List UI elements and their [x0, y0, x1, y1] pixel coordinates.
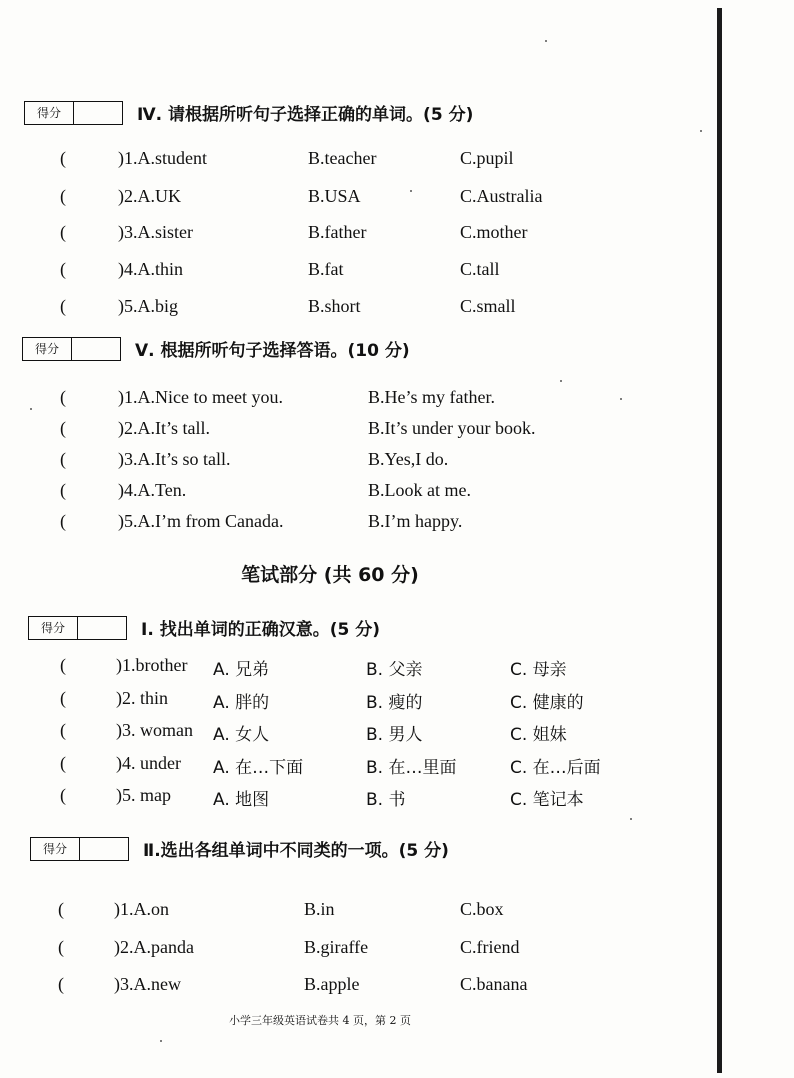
score-box: [22, 337, 121, 361]
option-b: B. 男人: [366, 725, 423, 745]
answer-paren: (: [60, 222, 66, 242]
answer-paren: (: [60, 296, 66, 316]
option-a: )2.A.It’s tall.: [118, 418, 210, 438]
scan-speck: [410, 190, 412, 192]
option-b: B.Yes,I do.: [368, 449, 449, 469]
answer-paren: (: [60, 387, 66, 407]
option-c: C.mother: [460, 222, 528, 242]
part2-header: [30, 836, 449, 861]
option-c: C. 姐妹: [510, 725, 567, 745]
option-a: )4.A.thin: [118, 259, 183, 279]
option-c: C. 母亲: [510, 660, 567, 680]
option-b: B.in: [304, 899, 335, 919]
answer-paren: (: [60, 785, 66, 805]
option-b: B.father: [308, 222, 367, 242]
option-b: B. 在…里面: [366, 758, 457, 778]
option-a: A. 女人: [213, 725, 270, 745]
option-a: )3.A.It’s so tall.: [118, 449, 231, 469]
option-b: B.giraffe: [304, 937, 369, 957]
option-a: )5.A.I’m from Canada.: [118, 511, 284, 531]
option-a: )2.A.UK: [118, 186, 181, 206]
score-blank: [78, 617, 126, 639]
option-c: C. 在…后面: [510, 758, 601, 778]
option-b: B.Look at me.: [368, 480, 471, 500]
scan-speck: [30, 408, 32, 410]
question-word: )1.brother: [116, 655, 188, 675]
part4-header: [24, 100, 473, 125]
part5-header: [22, 336, 410, 361]
score-label: 得分: [31, 838, 80, 860]
answer-paren: (: [60, 720, 66, 740]
written-section-title: 笔试部分 (共 60 分): [241, 564, 419, 586]
option-a: A. 地图: [213, 790, 270, 810]
part5-title: Ⅴ. 根据所听句子选择答语。(10 分): [135, 341, 410, 361]
option-b: B.short: [308, 296, 361, 316]
part4-title: Ⅳ. 请根据所听句子选择正确的单词。(5 分): [137, 105, 474, 125]
option-c: C.tall: [460, 259, 500, 279]
option-c: C.banana: [460, 974, 528, 994]
score-label: 得分: [25, 102, 74, 124]
option-c: C. 健康的: [510, 693, 584, 713]
part2-title: Ⅱ.选出各组单词中不同类的一项。(5 分): [143, 841, 449, 861]
option-b: B. 父亲: [366, 660, 423, 680]
question-word: )3. woman: [116, 720, 193, 740]
answer-paren: (: [60, 148, 66, 168]
option-a: )4.A.Ten.: [118, 480, 187, 500]
score-blank: [74, 102, 122, 124]
option-c: C.pupil: [460, 148, 514, 168]
option-c: C.Australia: [460, 186, 543, 206]
scan-speck: [545, 40, 547, 42]
option-c: C. 笔记本: [510, 790, 584, 810]
answer-paren: (: [58, 899, 64, 919]
score-label: 得分: [29, 617, 78, 639]
option-a: )2.A.panda: [114, 937, 194, 957]
option-a: A. 在…下面: [213, 758, 304, 778]
answer-paren: (: [58, 974, 64, 994]
part1-title: Ⅰ. 找出单词的正确汉意。(5 分): [141, 620, 380, 640]
answer-paren: (: [60, 753, 66, 773]
answer-paren: (: [60, 449, 66, 469]
option-b: B.He’s my father.: [368, 387, 495, 407]
scan-speck: [160, 1040, 162, 1042]
answer-paren: (: [58, 937, 64, 957]
score-blank: [80, 838, 128, 860]
option-a: )1.A.on: [114, 899, 169, 919]
option-a: )1.A.Nice to meet you.: [118, 387, 283, 407]
answer-paren: (: [60, 480, 66, 500]
answer-paren: (: [60, 688, 66, 708]
score-box: [28, 616, 127, 640]
option-b: B.USA: [308, 186, 361, 206]
option-a: )5.A.big: [118, 296, 178, 316]
page-footer: 小学三年级英语试卷共 4 页，第 2 页: [229, 1014, 411, 1027]
page-edge-shadow: [717, 8, 722, 1073]
option-a: A. 兄弟: [213, 660, 270, 680]
option-b: B.teacher: [308, 148, 377, 168]
option-c: C.small: [460, 296, 516, 316]
option-b: B.apple: [304, 974, 360, 994]
question-word: )2. thin: [116, 688, 168, 708]
question-word: )4. under: [116, 753, 181, 773]
option-a: A. 胖的: [213, 693, 270, 713]
scan-speck: [620, 398, 622, 400]
option-c: C.friend: [460, 937, 520, 957]
scan-speck: [700, 130, 702, 132]
option-b: B.fat: [308, 259, 344, 279]
option-b: B.I’m happy.: [368, 511, 463, 531]
option-a: )1.A.student: [118, 148, 207, 168]
option-b: B. 瘦的: [366, 693, 423, 713]
option-a: )3.A.new: [114, 974, 181, 994]
option-b: B.It’s under your book.: [368, 418, 536, 438]
scan-speck: [630, 818, 632, 820]
option-b: B. 书: [366, 790, 406, 810]
score-box: [24, 101, 123, 125]
option-c: C.box: [460, 899, 504, 919]
answer-paren: (: [60, 418, 66, 438]
answer-paren: (: [60, 186, 66, 206]
question-word: )5. map: [116, 785, 171, 805]
option-a: )3.A.sister: [118, 222, 193, 242]
score-label: 得分: [23, 338, 72, 360]
score-blank: [72, 338, 120, 360]
scan-speck: [560, 380, 562, 382]
score-box: [30, 837, 129, 861]
part1-header: [28, 615, 380, 640]
answer-paren: (: [60, 259, 66, 279]
answer-paren: (: [60, 655, 66, 675]
answer-paren: (: [60, 511, 66, 531]
